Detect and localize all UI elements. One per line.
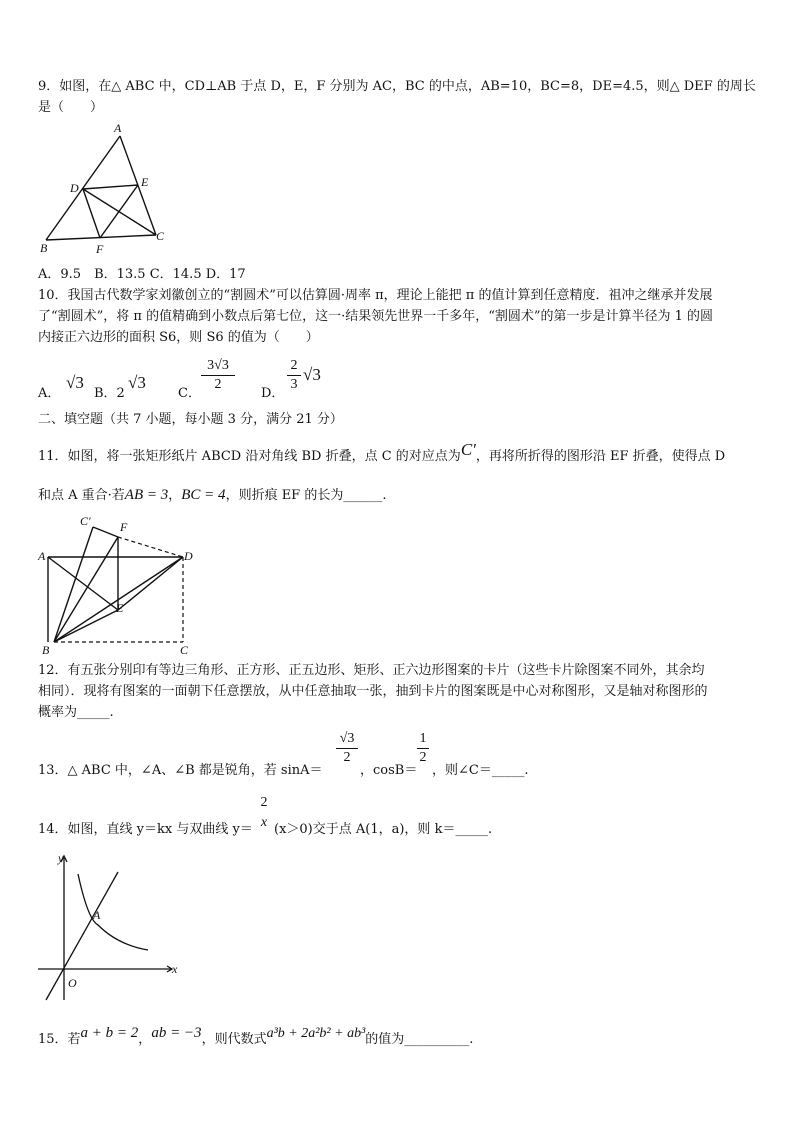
q14-text-b: (x＞0)交于点 A(1，a)，则 k＝_____.	[274, 822, 493, 837]
q11-stem-line1	[38, 440, 726, 466]
q10-stem-line2: 了“割圆术”，将 π 的值精确到小数点后第七位，这一·结果领先世界一千多年，“割圆术”的第一步是计算半径为 1 的圆	[38, 309, 714, 324]
q10-option-c-denominator: 2	[214, 377, 222, 392]
q9-label-a: A	[114, 121, 122, 135]
q15-product-equation: ab = −3	[151, 1025, 202, 1041]
q13-text-a: 13．△ ABC 中，∠A、∠B 都是锐角，若 sinA＝	[38, 763, 323, 778]
q10-option-d-label: D．	[261, 386, 285, 401]
q9-label-b: B	[40, 241, 48, 255]
q11-label-d: D	[184, 549, 193, 563]
q11-c-prime-symbol: C′	[460, 440, 476, 459]
q10-stem-line1: 10．我国古代数学家刘徽创立的“割圆术”可以估算圆·周率 π，理论上能把 π 的值计算到任意精度．祖冲之继承并发展	[38, 288, 713, 303]
q15-sum-equation: a + b = 2	[80, 1025, 139, 1041]
q10-option-b-label: B．2	[94, 386, 125, 401]
q15-stem	[38, 1025, 474, 1049]
q14-label-o: O	[68, 976, 77, 990]
q13-sin-fraction	[336, 731, 358, 766]
q10-option-d-numerator: 2	[290, 358, 298, 373]
q10-option-c-numerator: 3√3	[207, 358, 229, 373]
q11-stem-line2-a: 和点 A 重合·若	[38, 488, 125, 503]
q14-denominator: x	[260, 815, 268, 830]
q11-separator: ，	[168, 488, 182, 503]
q14-label-x: x	[172, 962, 178, 976]
q10-option-a-value: √3	[66, 373, 84, 392]
q15-separator: ，	[138, 1032, 152, 1047]
q11-label-a: A	[38, 549, 46, 563]
q12-stem-line2: 相同）．现将有图案的一面朝下任意摆放，从中任意抽取一张，抽到卡片的图案既是中心对称图形，又是轴对称图形的	[38, 684, 708, 699]
q11-label-c: C	[180, 643, 189, 657]
q14-label-a: A	[93, 908, 101, 922]
q11-stem-line2-b: ，则折痕 EF 的长为______.	[225, 488, 387, 503]
q10-option-c-label: C．	[178, 386, 201, 401]
q13-sin-denominator: 2	[343, 750, 351, 765]
q11-bc-equation: BC = 4	[181, 487, 226, 503]
q9-label-d: D	[70, 181, 79, 195]
q15-text-c: 的值为__________.	[365, 1032, 474, 1047]
q14-numerator: 2	[260, 795, 268, 810]
q13-cos-numerator: 1	[419, 731, 427, 746]
q15-expression: a³b + 2a²b² + ab³	[266, 1026, 366, 1041]
q11-label-b: B	[42, 643, 50, 657]
q15-text-a: 15．若	[38, 1032, 81, 1047]
q14-label-y: y	[58, 851, 64, 865]
q15-text-b: ，则代数式	[201, 1032, 267, 1047]
q9-label-c: C	[156, 229, 165, 243]
q10-stem-line3: 内接正六边形的面积 S6，则 S6 的值为（ ）	[38, 330, 319, 345]
q11-label-c-prime: C′	[80, 514, 91, 528]
q13-text-c: ，则∠C＝_____.	[432, 763, 529, 778]
q10-option-b-value: √3	[128, 373, 146, 392]
q11-stem-line1-a: 11．如图，将一张矩形纸片 ABCD 沿对角线 BD 折叠，点 C 的对应点为	[38, 449, 461, 464]
q9-triangle-figure	[38, 120, 178, 260]
q12-stem-line1: 12．有五张分别印有等边三角形、正方形、正五边形、矩形、正六边形图案的卡片（这些卡片除图案不同外，其余均	[38, 663, 705, 678]
q12-stem-line3: 概率为_____.	[38, 705, 114, 720]
q11-label-f: F	[120, 520, 128, 534]
q11-label-e: E	[116, 601, 124, 615]
q9-label-e: E	[141, 175, 149, 189]
q10-option-a-label: A．	[38, 386, 61, 401]
q11-stem-line2	[38, 486, 386, 505]
q11-stem-line1-b: ，再将所折得的图形沿 EF 折叠，使得点 D	[475, 449, 726, 464]
q11-rectangle-figure	[38, 512, 208, 657]
q9-stem-line1: 9．如图，在△ ABC 中，CD⊥AB 于点 D，E，F 分别为 AC，BC 的中点，AB=10，BC=8，DE=4.5，则△ DEF 的周长	[38, 79, 756, 94]
q10-option-d-denominator: 3	[290, 377, 298, 392]
q9-label-f: F	[96, 242, 104, 256]
q14-fraction	[258, 795, 270, 831]
section-2-heading: 二、填空题（共 7 小题，每小题 3 分，满分 21 分）	[38, 412, 343, 427]
q11-ab-equation: AB = 3	[124, 487, 169, 503]
q14-graph-figure	[36, 850, 186, 1005]
q9-options: A．9.5 B．13.5 C．14.5 D．17	[38, 267, 246, 282]
q13-cos-denominator: 2	[419, 750, 427, 765]
q10-option-c-fraction	[201, 358, 235, 393]
q9-stem-line2: 是（ ）	[38, 100, 104, 115]
q13-sin-numerator: √3	[339, 731, 355, 746]
q10-option-d-radical: √3	[303, 365, 321, 384]
q14-text-a: 14．如图，直线 y＝kx 与双曲线 y＝	[38, 822, 253, 837]
q13-text-b: ，cosB＝	[360, 763, 418, 778]
q10-option-d-fraction	[287, 358, 301, 393]
q13-cos-fraction	[417, 731, 429, 766]
